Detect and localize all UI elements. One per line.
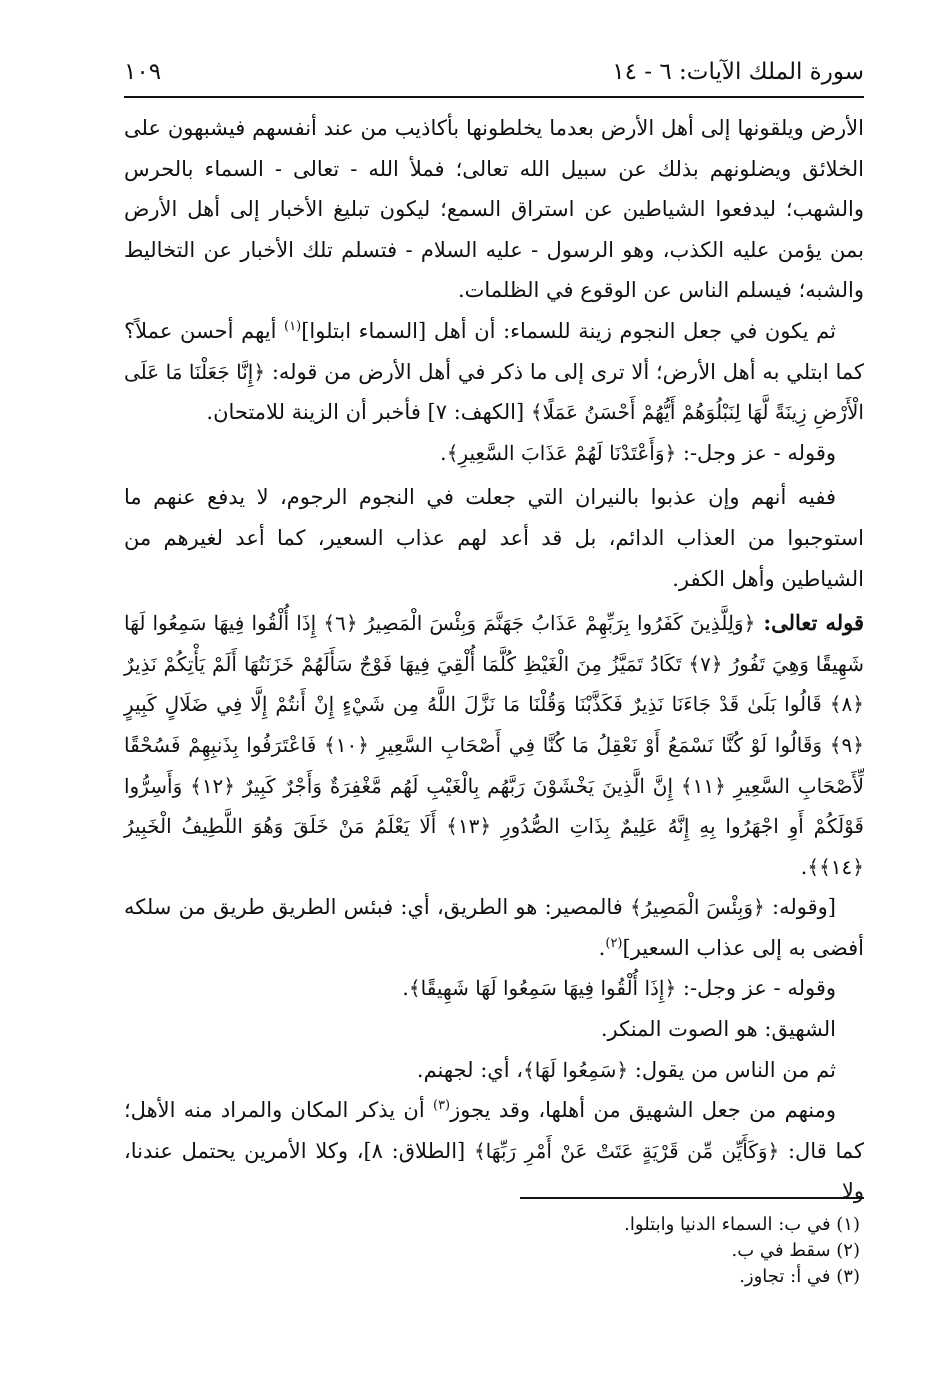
quran-verse: ﴿إِنَّا جَعَلْنَا مَا عَلَى الْأَرْضِ زِينَةً لَّهَا لِنَبْلُوَهُمْ أَيُّهُمْ أَحْسَنُ عَمَلًا﴾ — [124, 359, 864, 425]
quran-verse: ﴿إِذَا أُلْقُوا فِيهَا سَمِعُوا لَهَا شَهِيقًا﴾ — [408, 976, 677, 1001]
verse-heading: قوله تعالى: — [755, 610, 864, 636]
quran-verse: ﴿سَمِعُوا لَهَا﴾ — [523, 1057, 629, 1082]
footnote-ref: (١) — [284, 318, 302, 334]
footnote-ref: (٢) — [605, 935, 623, 951]
paragraph: ثم من الناس من يقول: ﴿سَمِعُوا لَهَا﴾، أي: لجهنم. — [416, 1057, 836, 1082]
quran-verse: ﴿وَأَعْتَدْنَا لَهُمْ عَذَابَ السَّعِيرِ﴾ — [446, 440, 677, 465]
paragraph: ثم يكون في جعل النجوم زينة للسماء: أن أهل [السماء ابتلوا]$^{(١)}$ أيهم أحسن عملاً؟ كما ابتلي به أهل الأرض؛ ألا ترى إلى ما ذكر في أهل الأرض من قوله: ﴿إِنَّا جَعَلْنَا مَا عَلَى الْأَرْضِ زِينَةً لَّهَا لِنَبْلُوَهُمْ أَيُّهُمْ أَحْسَنُ عَمَلًا﴾ [الكهف: ٧] فأخبر أن الزينة للامتحان. — [124, 318, 864, 425]
header-rule — [124, 96, 864, 98]
running-title: سورة الملك الآيات: ٦ - ١٤ — [612, 59, 864, 85]
quran-verse: ﴿وَلِلَّذِينَ كَفَرُوا بِرَبِّهِمْ عَذَابُ جَهَنَّمَ وَبِئْسَ الْمَصِيرُ ﴿٦﴾ إِذَا أُلْقُوا فِيهَا سَمِعُوا لَهَا شَهِيقًا وَهِيَ تَفُورُ ﴿٧﴾ تَكَادُ تَمَيَّزُ مِنَ الْغَيْظِ كُلَّمَا أُلْقِيَ فِيهَا فَوْجٌ سَأَلَهُمْ خَزَنَتُهَا أَلَمْ يَأْتِكُمْ نَذِيرٌ ﴿٨﴾ قَالُوا بَلَىٰ قَدْ جَاءَنَا نَذِيرٌ فَكَذَّبْنَا وَقُلْنَا مَا نَزَّلَ اللَّهُ مِن شَيْءٍ إِنْ أَنتُمْ إِلَّا فِي ضَلَالٍ كَبِيرٍ ﴿٩﴾ وَقَالُوا لَوْ كُنَّا نَسْمَعُ أَوْ نَعْقِلُ مَا كُنَّا فِي أَصْحَابِ السَّعِيرِ ﴿١٠﴾ فَاعْتَرَفُوا بِذَنبِهِمْ فَسُحْقًا لِّأَصْحَابِ السَّعِيرِ ﴿١١﴾ إِنَّ الَّذِينَ يَخْشَوْنَ رَبَّهُم بِالْغَيْبِ لَهُم مَّغْفِرَةٌ وَأَجْرٌ كَبِيرٌ ﴿١٢﴾ وَأَسِرُّوا قَوْلَكُمْ أَوِ اجْهَرُوا بِهِ إِنَّهُ عَلِيمٌ بِذَاتِ الصُّدُورِ ﴿١٣﴾ أَلَا يَعْلَمُ مَنْ خَلَقَ وَهُوَ اللَّطِيفُ الْخَبِيرُ ﴿١٤﴾﴾ — [124, 611, 865, 879]
paragraph: وقوله - عز وجل-: ﴿وَأَعْتَدْنَا لَهُمْ عَذَابَ السَّعِيرِ﴾. — [440, 440, 836, 465]
paragraph: الشهيق: هو الصوت المنكر. — [600, 1017, 836, 1042]
footnote: (٣) في أ: تجاوز. — [739, 1266, 860, 1287]
paragraph: [وقوله: ﴿وَبِئْسَ الْمَصِيرُ﴾ فالمصير: هو الطريق، أي: فبئس الطريق طريق من سلكه أفضى به إلى عذاب السعير]$^{(٢)}$. — [124, 895, 864, 960]
footnotes — [124, 1212, 864, 1290]
quran-verse: ﴿وَكَأَيِّن مِّن قَرْيَةٍ عَتَتْ عَنْ أَمْرِ رَبِّهَا﴾ — [473, 1138, 780, 1163]
footnote: (٢) سقط في ب. — [731, 1240, 860, 1261]
page-number: ١٠٩ — [124, 59, 162, 85]
paragraph: ففيه أنهم وإن عذبوا بالنيران التي جعلت في النجوم الرجوم، لا يدفع عنهم ما استوجبوا من العذاب الدائم، بل قد أعد لهم عذاب السعير، كما أعد لغيرهم من الشياطين وأهل الكفر. — [124, 485, 864, 591]
paragraph: وقوله - عز وجل-: ﴿إِذَا أُلْقُوا فِيهَا سَمِعُوا لَهَا شَهِيقًا﴾. — [402, 976, 836, 1001]
running-header — [124, 52, 864, 92]
footnote-rule — [520, 1197, 864, 1199]
paragraph: ومنهم من جعل الشهيق من أهلها، وقد يجوز$^{(٣)}$ أن يذكر المكان والمراد منه الأهل؛ كما قال: ﴿وَكَأَيِّن مِّن قَرْيَةٍ عَتَتْ عَنْ أَمْرِ رَبِّهَا﴾ [الطلاق: ٨]، وكلا الأمرين يحتمل عندنا، ولا — [124, 1098, 864, 1204]
main-text — [124, 108, 864, 1212]
verse-block: قوله تعالى: ﴿وَلِلَّذِينَ كَفَرُوا بِرَبِّهِمْ عَذَابُ جَهَنَّمَ وَبِئْسَ الْمَصِيرُ ﴿٦﴾ إِذَا أُلْقُوا فِيهَا سَمِعُوا لَهَا شَهِيقًا وَهِيَ تَفُورُ ﴿٧﴾ تَكَادُ تَمَيَّزُ مِنَ الْغَيْظِ كُلَّمَا أُلْقِيَ فِيهَا فَوْجٌ سَأَلَهُمْ خَزَنَتُهَا أَلَمْ يَأْتِكُمْ نَذِيرٌ ﴿٨﴾ قَالُوا بَلَىٰ قَدْ جَاءَنَا نَذِيرٌ فَكَذَّبْنَا وَقُلْنَا مَا نَزَّلَ اللَّهُ مِن شَيْءٍ إِنْ أَنتُمْ إِلَّا فِي ضَلَالٍ كَبِيرٍ ﴿٩﴾ وَقَالُوا لَوْ كُنَّا نَسْمَعُ أَوْ نَعْقِلُ مَا كُنَّا فِي أَصْحَابِ السَّعِيرِ ﴿١٠﴾ فَاعْتَرَفُوا بِذَنبِهِمْ فَسُحْقًا لِّأَصْحَابِ السَّعِيرِ ﴿١١﴾ إِنَّ الَّذِينَ يَخْشَوْنَ رَبَّهُم بِالْغَيْبِ لَهُم مَّغْفِرَةٌ وَأَجْرٌ كَبِيرٌ ﴿١٢﴾ وَأَسِرُّوا قَوْلَكُمْ أَوِ اجْهَرُوا بِهِ إِنَّهُ عَلِيمٌ بِذَاتِ الصُّدُورِ ﴿١٣﴾ أَلَا يَعْلَمُ مَنْ خَلَقَ وَهُوَ اللَّطِيفُ الْخَبِيرُ ﴿١٤﴾﴾. — [124, 610, 865, 879]
quran-verse: ﴿وَبِئْسَ الْمَصِيرُ﴾ — [630, 895, 765, 920]
paragraph: الأرض ويلقونها إلى أهل الأرض بعدما يخلطونها بأكاذيب من عند أنفسهم فيشبهون على الخلائق ويضلونهم بذلك عن سبيل الله تعالى؛ فملأ الله - تعالى - السماء بالحرس والشهب؛ ليدفعوا الشياطين عن استراق السمع؛ ليكون تبليغ الأخبار إلى أهل الأرض بمن يؤمن عليه الكذب، وهو الرسول - عليه السلام - فتسلم تلك الأخبار عن التخاليط والشبه؛ فيسلم الناس عن الوقوع في الظلمات. — [124, 116, 864, 303]
footnote: (١) في ب: السماء الدنيا وابتلوا. — [624, 1214, 860, 1235]
footnote-ref: (٣) — [432, 1098, 451, 1114]
